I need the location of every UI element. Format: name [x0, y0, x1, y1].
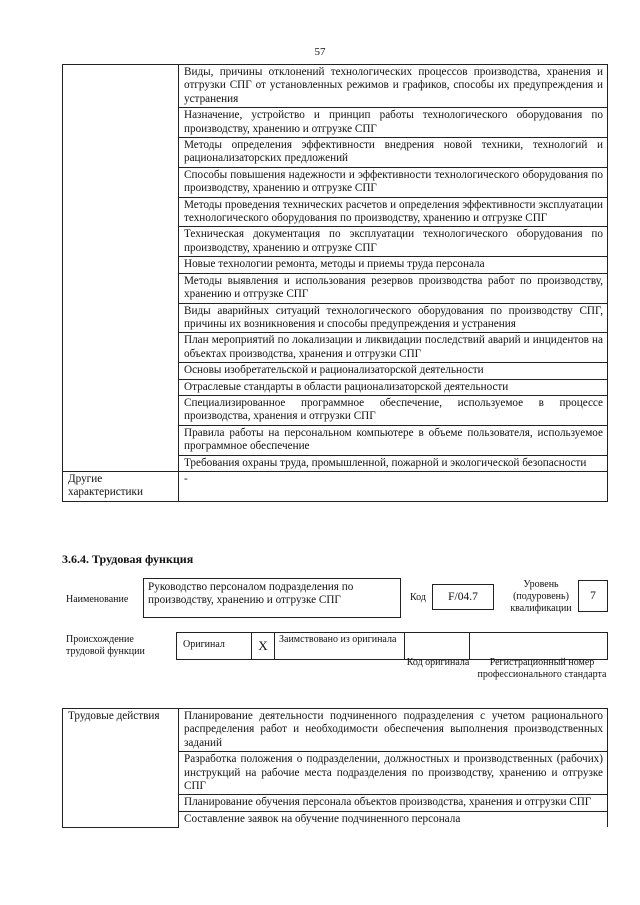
knowledge-item: План мероприятий по локализации и ликвидации последствий аварий и инцидентов на объектах производства, хранения и отгрузки СПГ: [179, 333, 608, 363]
knowledge-item: Виды, причины отклонений технологических процессов производства, хранения и отгрузки СПГ от установленных режимов и графиков, способы их предупреждения и устранения: [179, 65, 608, 108]
other-characteristics-label: Другие характеристики: [63, 471, 179, 501]
knowledge-item: Методы выявления и использования резервов производства работ по производству, хранению и отгрузке СПГ: [179, 273, 608, 303]
knowledge-item: Назначение, устройство и принцип работы технологического оборудования по производству, хранению и отгрузке СПГ: [179, 108, 608, 138]
knowledge-item: Правила работы на персональном компьютере в объеме пользователя, используемое программное обеспечение: [179, 425, 608, 455]
action-item: Планирование обучения персонала объектов производства, хранения и отгрузки СПГ: [179, 795, 608, 811]
origin-label: Происхождение трудовой функции: [66, 634, 145, 657]
knowledge-item: Методы определения эффективности внедрения новой техники, технологий и рационализаторских предложений: [179, 138, 608, 168]
knowledge-item: Методы проведения технических расчетов и определения эффективности эксплуатации технологического оборудования по производству, хранению и отгрузке СПГ: [179, 197, 608, 227]
knowledge-item: Новые технологии ремонта, методы и приемы труда персонала: [179, 257, 608, 273]
other-characteristics-value: -: [179, 471, 608, 501]
action-item: Составление заявок на обучение подчиненного персонала: [179, 811, 608, 827]
table-row: [63, 471, 608, 501]
name-label: Наименование: [66, 594, 129, 605]
section-title: 3.6.4. Трудовая функция: [62, 552, 194, 566]
knowledge-item: Виды аварийных ситуаций технологического оборудования по производству СПГ, причины их возникновения и способы предупреждения и устранения: [179, 303, 608, 333]
action-item: Планирование деятельности подчиненного подразделения с учетом рационального распределения работ и необходимости обеспечения выполнения производственных заданий: [179, 709, 608, 752]
reg-number-cell: [469, 632, 608, 660]
knowledge-item: Отраслевые стандарты в области рационализаторской деятельности: [179, 379, 608, 395]
original-mark: X: [251, 632, 275, 660]
original-cell: Оригинал: [176, 632, 252, 660]
level-label: Уровень (подуровень) квалификации: [510, 579, 572, 614]
knowledge-item: Специализированное программное обеспечение, используемое в процессе производства, хранения и отгрузки СПГ: [179, 395, 608, 425]
knowledge-label-cell: [63, 65, 179, 472]
function-code-box: F/04.7: [432, 584, 494, 610]
knowledge-table: [62, 64, 608, 502]
origin-row: [176, 632, 608, 660]
original-code-cell: [404, 632, 470, 660]
knowledge-item: Основы изобретательской и рационализаторской деятельности: [179, 363, 608, 379]
actions-table: [62, 708, 608, 828]
page-number: 57: [314, 46, 326, 58]
reg-number-caption: Регистрационный номер профессионального стандарта: [477, 657, 607, 680]
action-item: Разработка положения о подразделении, должностных и производственных (рабочих) инструкций на рабочие места подразделения по производству, хранению и отгрузке СПГ: [179, 752, 608, 795]
code-label: Код: [410, 592, 426, 603]
knowledge-item: Техническая документация по эксплуатации технологического оборудования по производству, хранению и отгрузке СПГ: [179, 227, 608, 257]
table-row: [63, 65, 608, 108]
level-box: 7: [578, 580, 608, 612]
actions-label: Трудовые действия: [63, 709, 179, 828]
borrowed-cell: Заимствовано из оригинала: [274, 632, 405, 660]
function-name-box: Руководство персоналом подразделения по производству, хранению и отгрузке СПГ: [143, 578, 401, 618]
knowledge-item: Требования охраны труда, промышленной, пожарной и экологической безопасности: [179, 455, 608, 471]
knowledge-item: Способы повышения надежности и эффективности технологического оборудования по производству, хранению и отгрузке СПГ: [179, 167, 608, 197]
table-row: [63, 709, 608, 752]
original-code-caption: Код оригинала: [406, 657, 470, 668]
